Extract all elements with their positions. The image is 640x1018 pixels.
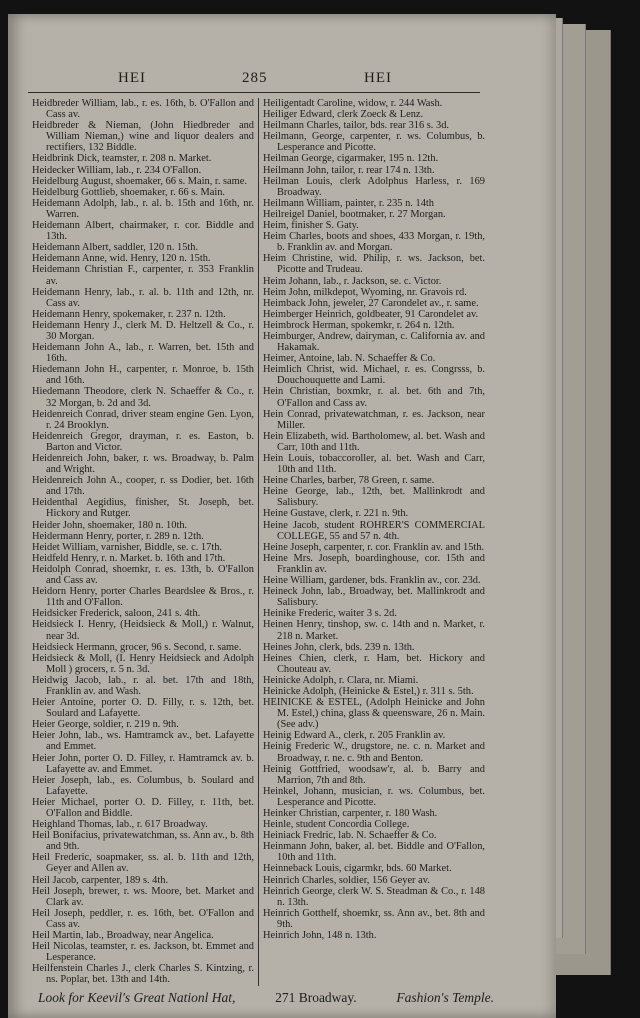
directory-entry: Heinker Christian, carpenter, r. 180 Wash. (263, 808, 438, 819)
directory-entry: Heinrich John, 148 n. 13th. (263, 930, 377, 942)
directory-entry: Heinneback Louis, cigarmkr, bds. 60 Market. (263, 863, 452, 875)
directory-entry: Heinig Frederic W., drugstore, ne. c. n. Market and Broadway, r. ne. c. 9th and Benton. (263, 741, 485, 764)
directory-entry: Heidemann Henry, lab., r. al. b. 11th and 12th, nr. Cass av. (32, 286, 254, 309)
directory-entry: Heiligentadt Caroline, widow, r. 244 Wash. (263, 98, 443, 109)
directory-entry: Heidemann Christian F., carpenter, r. 353 Franklin av. (32, 264, 254, 287)
directory-entry: Heines John, clerk, bds. 239 n. 13th. (263, 641, 415, 653)
directory-entry: Heilman Louis, clerk Adolphus Harless, r. 169 Broadway. (263, 175, 485, 198)
directory-entry: Heidenreich Conrad, driver steam engine Gen. Lyon, r. 24 Brooklyn. (32, 408, 254, 431)
directory-entry: Heinicke Adolph, r. Clara, nr. Miami. (263, 674, 419, 686)
directory-entry: Heilmann, George, carpenter, r. ws. Columbus, b. Lesperance and Picotte. (263, 131, 485, 154)
directory-entry: Hiedemann John H., carpenter, r. Monroe, b. 15th and 16th. (32, 364, 254, 387)
column-divider (258, 98, 259, 986)
directory-entry: Heier Michael, porter O. D. Filley, r. 11th, bet. O'Fallon and Biddle. (32, 796, 254, 819)
page-number: 285 (242, 70, 268, 86)
directory-entry: Heidenthal Aegidius, finisher, St. Joseph, bet. Hickory and Rutger. (32, 497, 254, 520)
directory-entry: Heinig Gottfried, woodsaw'r, al. b. Barry and Marrion, 7th and 8th. (263, 763, 485, 786)
directory-entry: Heidorn Henry, porter Charles Beardslee & Bros., r. 11th and O'Fallon. (32, 586, 254, 609)
directory-entry: Heidemann Albert, chairmaker, r. cor. Biddle and 13th. (32, 220, 254, 243)
directory-entry: Heidemann Albert, saddler, 120 n. 15th. (32, 242, 199, 254)
directory-entry: Heineck John, lab., Broadway, bet. Mallinkrodt and Salisbury. (263, 586, 485, 609)
directory-entry: Heim John, milkdepot, Wyoming, nr. Gravois rd. (263, 286, 467, 298)
directory-entry: Heidemann Henry J., clerk M. D. Heltzell & Co., r. 30 Morgan. (32, 319, 254, 342)
directory-entry: Hein Louis, tobaccoroller, al. bet. Wash and Carr, 10th and 11th. (263, 453, 485, 476)
footer-ad-text: Look for Keevil's Great Nationl Hat, (38, 989, 236, 1005)
directory-entry: Heidsieck Hermann, grocer, 96 s. Second, r. same. (32, 641, 242, 653)
directory-entry: Heil Joseph, brewer, r. ws. Moore, bet. Market and Clark av. (32, 885, 254, 908)
directory-entry: Heidenreich John A., cooper, r. ss Dodier, bet. 16th and 17th. (32, 475, 254, 498)
directory-entry: Heiliger Edward, clerk Zoeck & Lenz. (263, 109, 424, 121)
directory-entry: Heines Chien, clerk, r. Ham, bet. Hickory and Chouteau av. (263, 652, 485, 675)
footer-ad-address: 271 Broadway. (275, 989, 357, 1005)
directory-entry: Heilmann Charles, tailor, bds. rear 316 s. 3d. (263, 120, 449, 132)
directory-entry: Heinrich Gotthelf, shoemkr, ss. Ann av., bet. 8th and 9th. (263, 907, 485, 930)
directory-entry: Heidbrink Dick, teamster, r. 208 n. Market. (32, 153, 212, 165)
directory-entry: Heilreigel Daniel, bootmaker, r. 27 Morgan. (263, 208, 446, 220)
directory-entry: Heimlich Christ, wid. Michael, r. es. Congrsss, b. Douchouquette and Lami. (263, 364, 485, 387)
directory-entry: Heiniack Fredric, lab. N. Schaeffer & Co. (263, 830, 437, 842)
directory-entry: Heidolph Conrad, shoemkr, r. es. 13th, b. O'Fallon and Cass av. (32, 563, 254, 587)
directory-entry: Heidsieck I. Henry, (Heidsieck & Moll,) r. Walnut, near 3d. (32, 619, 254, 642)
directory-entry: Heine Jacob, student ROHRER'S COMMERCIAL COLLEGE, 55 and 57 n. 4th. (263, 519, 485, 542)
directory-entry: Heidenreich John, baker, r. ws. Broadway, b. Palm and Wright. (32, 453, 254, 476)
directory-entry: Heine Gustave, clerk, r. 221 n. 9th. (263, 508, 409, 520)
directory-entry: Hein Christian, boxmkr, r. al. bet. 6th and 7th, O'Fallon and Cass av. (263, 386, 485, 409)
directory-entry: Hein Conrad, privatewatchman, r. es. Jackson, near Miller. (263, 408, 485, 431)
directory-entry: Heidbreder William, lab., r. es. 16th, b. O'Fallon and Cass av. (32, 98, 254, 121)
directory-entry: Heidenreich Gregor, drayman, r. es. Easton, b. Barton and Victor. (32, 430, 254, 453)
directory-entry: Heilman George, cigarmaker, 195 n. 12th. (263, 153, 439, 165)
directory-entry: Heinle, student Concordia College. (263, 819, 410, 831)
right-column (263, 98, 485, 986)
directory-entry: Heidsieck & Moll, (I. Henry Heidsieck and Adolph Moll ) grocers, r. 5 n. 3d. (32, 652, 254, 675)
directory-entry: Heier Joseph, lab., es. Columbus, b. Soulard and Lafayette. (32, 774, 254, 797)
directory-entry: Heimback John, jeweler, 27 Carondelet av., r. same. (263, 297, 479, 309)
directory-entry: Heil Frederic, soapmaker, ss. al. b. 11th and 12th, Geyer and Allen av. (32, 852, 254, 875)
directory-entry: Heier George, soldier, r. 219 n. 9th. (32, 719, 179, 731)
directory-entry: Heimer, Antoine, lab. N. Schaeffer & Co. (263, 353, 436, 365)
directory-entry: Heidwig Jacob, lab., r. al. bet. 17th and 18th, Franklin av. and Wash. (32, 674, 254, 697)
directory-entry: Heil Joseph, peddler, r. es. 16th, bet. O'Fallon and Cass av. (32, 907, 254, 930)
directory-entry: Heinrich George, clerk W. S. Steadman & Co., r. 148 n. 13th. (263, 885, 485, 908)
directory-entry: Heine Mrs. Joseph, boardinghouse, cor. 15th and Franklin av. (263, 552, 485, 575)
page-content (28, 14, 494, 1006)
directory-entry: Heinike Frederic, waiter 3 s. 2d. (263, 608, 397, 620)
directory-entry: Heidemann Anne, wid. Henry, 120 n. 15th. (32, 253, 211, 265)
directory-entry: Heimbrock Herman, spokemkr, r. 264 n. 12th. (263, 319, 455, 331)
directory-entry: Heidelburg August, shoemaker, 66 s. Main, r. same. (32, 175, 247, 187)
directory-entry: Heidecker William, lab., r. 234 O'Fallon. (32, 164, 202, 176)
footer-ad-slogan: Fashion's Temple. (396, 989, 494, 1005)
directory-entry: Heinmann John, baker, al. bet. Biddle and O'Fallon, 10th and 11th. (263, 841, 485, 864)
directory-entry: Heil Jacob, carpenter, 189 s. 4th. (32, 874, 169, 886)
directory-entry: Heier John, porter O. D. Filley, r. Hamtramck av. b. Lafayette av. and Emmet. (32, 752, 254, 775)
directory-entry: Heinig Edward A., clerk, r. 205 Franklin av. (263, 730, 446, 742)
directory-entry: Heimberger Heinrich, goldbeater, 91 Carondelet av. (263, 308, 479, 320)
directory-entry: Heil Nicolas, teamster, r. es. Jackson, bt. Emmet and Lesperance. (32, 941, 254, 964)
directory-entry: Heim Christine, wid. Philip, r. ws. Jackson, bet. Picotte and Trudeau. (263, 253, 485, 276)
columns (28, 98, 490, 986)
directory-entry: Heider John, shoemaker, 180 n. 10th. (32, 519, 188, 531)
directory-entry: Heilfenstein Charles J., clerk Charles S. Kintzing, r. ns. Poplar, bet. 13th and 14th. (32, 963, 254, 986)
directory-entry: Heim, finisher S. Gaty. (263, 220, 359, 232)
directory-entry: Heil Bonifacius, privatewatchman, ss. Ann av., b. 8th and 9th. (32, 830, 254, 853)
directory-entry: HEINICKE & ESTEL, (Adolph Heinicke and John M. Estel,) china, glass & queensware, 26 n. Main. (See adv.) (263, 697, 485, 731)
directory-entry: Heier Antoine, porter O. D. Filly, r. s. 12th, bet. Soulard and Lafayette. (32, 697, 254, 720)
directory-entry: Heier John, lab., ws. Hamtramck av., bet. Lafayette and Emmet. (32, 730, 254, 753)
directory-entry: Heighland Thomas, lab., r. 617 Broadway. (32, 819, 208, 831)
directory-entry: Heidet William, varnisher, Biddle, se. c. 17th. (32, 541, 223, 553)
directory-entry: Hiedemann Theodore, clerk N. Schaeffer & Co., r. 32 Morgan, b. 2d and 3d. (32, 386, 254, 409)
left-column (32, 98, 254, 986)
directory-entry: Heidelburg Gottlieb, shoemaker, r. 66 s. Main. (32, 186, 226, 198)
directory-page (8, 14, 556, 1018)
directory-entry: Heine George, lab., 12th, bet. Mallinkrodt and Salisbury. (263, 486, 485, 509)
page-header (28, 66, 480, 93)
directory-entry: Heidsicker Frederick, saloon, 241 s. 4th. (32, 608, 201, 620)
page-footer-advertisement (38, 990, 494, 1006)
directory-entry: Heine William, gardener, bds. Franklin av., cor. 23d. (263, 575, 481, 587)
directory-entry: Heidbreder & Nieman, (John Hiedbreder and William Nieman,) wine and liquor dealers and rectifiers, 132 Biddle. (32, 120, 254, 154)
directory-entry: Heine Joseph, carpenter, r. cor. Franklin av. and 15th. (263, 541, 485, 553)
directory-entry: Heidfeld Henry, r. n. Market. b. 16th and 17th. (32, 552, 226, 564)
header-left-guide: HEI (118, 70, 146, 86)
directory-entry: Hein Elizabeth, wid. Bartholomew, al. bet. Wash and Carr, 10th and 11th. (263, 430, 485, 453)
directory-entry: Heim Charles, boots and shoes, 433 Morgan, r. 19th, b. Franklin av. and Morgan. (263, 231, 485, 254)
directory-entry: Heimburger, Andrew, dairyman, c. California av. and Hakamak. (263, 330, 485, 354)
directory-entry: Heilmann John, tailor, r. rear 174 n. 13th. (263, 164, 435, 176)
directory-entry: Heidermann Henry, porter, r. 289 n. 12th. (32, 530, 204, 542)
directory-entry: Heil Martin, lab., Broadway, near Angelica. (32, 930, 214, 942)
directory-entry: Heim Johann, lab., r. Jackson, se. c. Victor. (263, 275, 442, 287)
directory-entry: Heinkel, Johann, musician, r. ws. Columbus, bet. Lesperance and Picotte. (263, 785, 485, 808)
directory-entry: Heidemann Henry, spokemaker, r. 237 n. 12th. (32, 308, 226, 320)
directory-entry: Heinrich Charles, soldier, 156 Geyer av. (263, 874, 430, 886)
directory-entry: Heidemann Adolph, lab., r. al. b. 15th and 16th, nr. Warren. (32, 197, 254, 220)
header-right-guide: HEI (364, 70, 392, 86)
directory-entry: Heinen Henry, tinshop, sw. c. 14th and n. Market, r. 218 n. Market. (263, 619, 485, 642)
directory-entry: Heine Charles, barber, 78 Green, r. same. (263, 475, 435, 487)
directory-entry: Heilmann William, painter, r. 235 n. 14th (263, 197, 434, 209)
directory-entry: Heinicke Adolph, (Heinicke & Estel,) r. 311 s. 5th. (263, 685, 474, 697)
directory-entry: Heidemann John A., lab., r. Warren, bet. 15th and 16th. (32, 342, 254, 365)
